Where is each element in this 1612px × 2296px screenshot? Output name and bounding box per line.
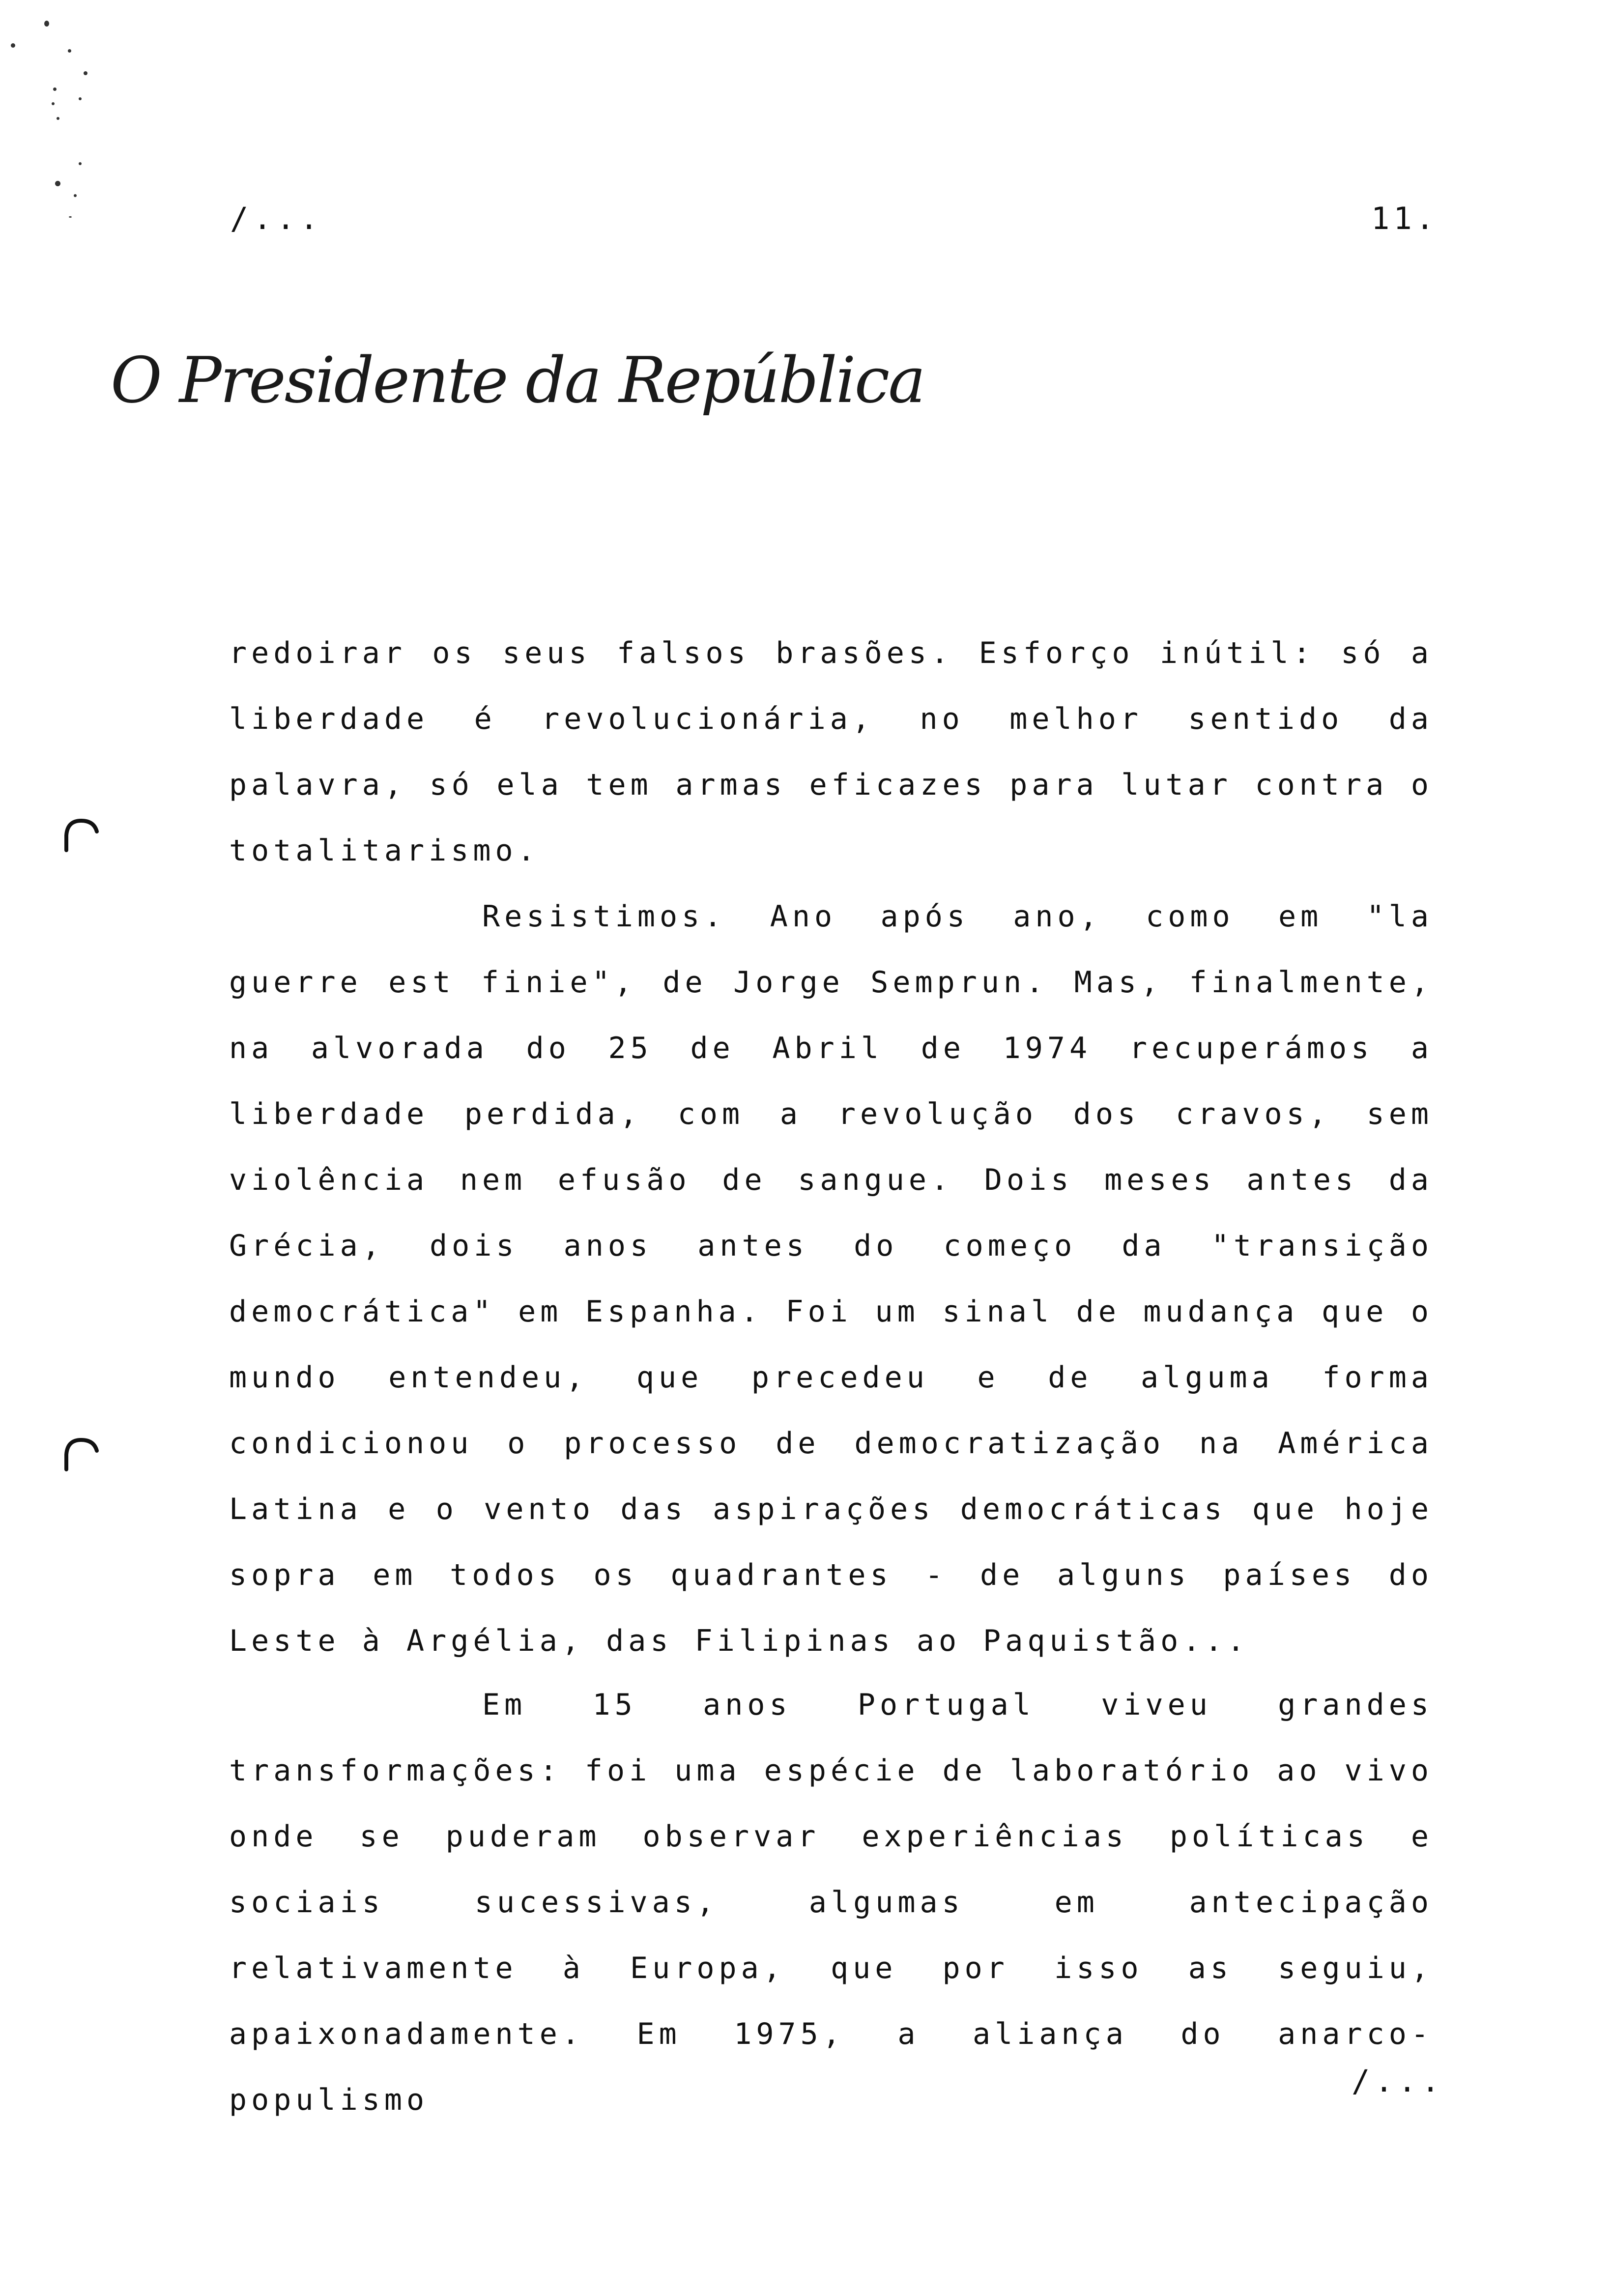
scan-speck — [11, 43, 15, 48]
hole-punch-mark — [61, 1435, 101, 1474]
scan-speck — [74, 194, 77, 197]
scan-speck — [55, 181, 60, 186]
body-paragraph: redoirar os seus falsos brasões. Esforço inútil: só a liberdade é revolucionária, no melhor sentido da palavra, só ela tem armas eficazes para lutar contra o totalitarismo. — [229, 636, 1433, 868]
scan-speck — [68, 49, 71, 53]
scan-speck — [69, 216, 72, 218]
scan-speck — [57, 117, 59, 120]
scan-speck — [53, 87, 57, 91]
scan-speck — [84, 71, 87, 75]
continuation-marker-top: /... — [230, 201, 323, 236]
body-paragraph: Em 15 anos Portugal viveu grandes transformações: foi uma espécie de laboratório ao vivo onde se puderam observar experiências políticas e sociais sucessivas, algumas em antecipação relativamente à Europa, que por isso as seguiu, apaixonadamente. Em 1975, a aliança do anarco-populismo — [229, 1688, 1433, 2117]
letterhead-title: O Presidente da República — [111, 344, 924, 417]
continuation-marker-bottom: /... — [1352, 2063, 1445, 2099]
body-paragraph: Resistimos. Ano após ano, como em "la guerre est finie", de Jorge Semprun. Mas, finalmente, na alvorada do 25 de Abril de 1974 recuperámos a liberdade perdida, com a revolução dos cravos, sem violência nem efusão de sangue. Dois meses antes da Grécia, dois anos antes do começo da "transição democrática" em Espanha. Foi um sinal de mudança que o mundo entendeu, que precedeu e de alguma forma condicionou o processo de democratização na América Latina e o vento das aspirações democráticas que hoje sopra em todos os quadrantes - de alguns países do Leste à Argélia, das Filipinas ao Paquistão... — [229, 899, 1433, 1658]
page-number: 11. — [1371, 201, 1438, 236]
hole-punch-mark — [61, 816, 101, 855]
scan-speck — [79, 162, 82, 165]
scan-speck — [79, 97, 82, 100]
scan-speck — [52, 102, 55, 105]
scan-speck — [44, 21, 49, 27]
